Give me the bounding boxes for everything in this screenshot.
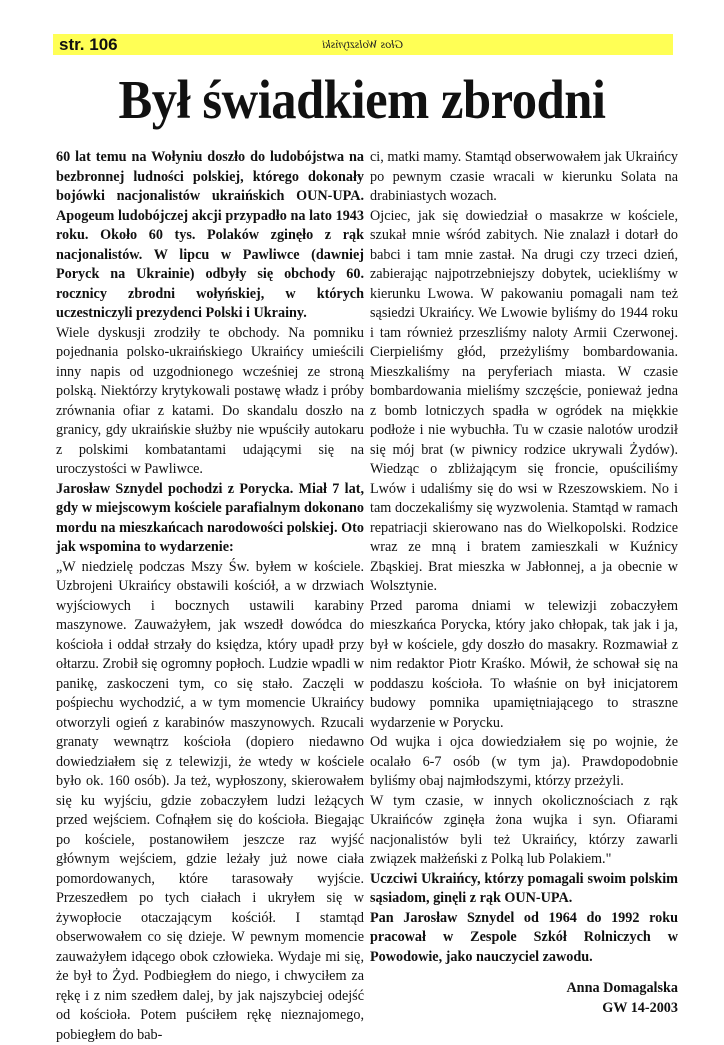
article-column-right	[370, 148, 678, 1018]
intro-paragraph: Jarosław Sznydel pochodzi z Porycka. Miał 7 lat, gdy w miejscowym kościele parafialnym dokonano mordu na mieszkańcach narodowości polskiej. Oto jak wspomina to wydarzenie:	[56, 480, 364, 558]
closing-paragraph: Uczciwi Ukraińcy, którzy pomagali swoim polskim sąsiadom, ginęli z rąk OUN-UPA.	[370, 870, 678, 909]
body-paragraph: Wiele dyskusji zrodziły te obchody. Na pomniku pojednania polsko-ukraińskiego Ukraińcy umieścili inny napis od uzgodnionego wcześniej ze stroną polską. Niektórzy krytykowali postawę władz i próby zrównania ofiar z katami. Do skandalu doszło na granicy, gdy ukraińskie służby nie wpuściły autokaru z polskimi kombatantami udającymi się na uroczystości w Pawliwce.	[56, 324, 364, 480]
source-reference: GW 14-2003	[370, 999, 678, 1019]
body-paragraph: Od wujka i ojca dowiedziałem się po wojnie, że ocalało 6-7 osób (w tym ja). Prawdopodobnie byliśmy obaj najmłodszymi, którzy przeżyli.	[370, 733, 678, 792]
masthead-text: Głos Wolsztyński	[322, 34, 403, 55]
page-number: str. 106	[59, 34, 118, 55]
body-paragraph: ci, matki mamy. Stamtąd obserwowałem jak Ukraińcy po pewnym czasie wracali w kierunku Solata na drabiniastych wozach.	[370, 148, 678, 207]
body-paragraph: Ojciec, jak się dowiedział o masakrze w kościele, szukał mnie wśród zabitych. Nie znalazł i dotarł do babci i tam mnie zastał. Na drugi czy trzeci dzień, zabierając najpotrzebniejszy dobytek, uciekliśmy w kierunku Lwowa. W pakowaniu pomagali nam też sąsiedzi Ukraińcy. We Lwowie byliśmy do 1944 roku i tam również przeszliśmy naloty Armii Czerwonej. Cierpieliśmy głód, przeżyliśmy bombardowania. Mieszkaliśmy na peryferiach miasta. W czasie bombardowania mieliśmy szczęście, ponieważ jedna z bomb lotniczych spadła w ogródek na miękkie podłoże i nie wybuchła. Tu w czasie nalotów urodził się mój brat (w piwnicy rodzice ukrywali Żydów). Wiedząc o zbliżającym się froncie, opuściliśmy Lwów i udaliśmy się do wsi w Rzeszowskiem. No i tam doczekaliśmy się wyzwolenia. Stamtąd w ramach repatriacji skierowano nas do Wielkopolski. Rodzice wraz ze mną i bratem zamieszkali w Kuźnicy Zbąskiej. Brat mieszka w Jabłonnej, a ja obecnie w Wolsztynie.	[370, 207, 678, 597]
body-paragraph: Przed paroma dniami w telewizji zobaczyłem mieszkańca Porycka, który jako chłopak, tak jak i ja, był w kościele, gdy doszło do masakry. Rozmawiał z nim redaktor Piotr Kraśko. Mówił, że schował się na poddaszu kościoła. To właśnie on był inicjatorem budowy pomnika upamiętniającego to straszne wydarzenie w Porycku.	[370, 597, 678, 734]
body-paragraph: W tym czasie, w innych okolicznościach z rąk Ukraińców zginęła żona wujka i syn. Ofiarami nacjonalistów byli też Ukraińcy, którzy zawarli związek małżeński z Polką lub Polakiem."	[370, 792, 678, 870]
masthead	[53, 34, 673, 55]
article-column-left	[56, 148, 364, 1045]
page-header-bar	[53, 34, 673, 55]
author-name: Anna Domagalska	[370, 979, 678, 999]
lead-paragraph: 60 lat temu na Wołyniu doszło do ludobójstwa na bezbronnej ludności polskiej, którego dokonały bojówki nacjonalistów ukraińskich OUN-UPA. Apogeum ludobójczej akcji przypadło na lato 1943 roku. Około 60 tys. Polaków zginęło z rąk nacjonalistów. W lipcu w Pawliwce (dawniej Poryck na Ukrainie) odbyły się obchody 60. rocznicy zbrodni wołyńskiej, w których uczestniczyli prezydenci Polski i Ukrainy.	[56, 148, 364, 324]
article-title: Był świadkiem zbrodni	[29, 68, 695, 132]
quote-paragraph: „W niedzielę podczas Mszy Św. byłem w kościele. Uzbrojeni Ukraińcy obstawili kościół, a w drzwiach wyjściowych i bocznych ustawili karabiny maszynowe. Zauważyłem, jak wszedł dowódca do kościoła i oddał strzały do księdza, który upadł przy ołtarzu. Zrobił się ogromny popłoch. Ludzie wpadli w panikę, zaskoczeni tym, co się stało. Zaczęli w pośpiechu wychodzić, a w tym momencie Ukraińcy otworzyli ogień z karabinów maszynowych. Rzucali granaty wewnątrz kościoła (dopiero niedawno dowiedziałem się z telewizji, że wtedy w kościele było ok. 160 osób). Ja też, wypłoszony, skierowałem się ku wyjściu, gdzie zobaczyłem ludzi leżących przed wejściem. Cofnąłem się do kościoła. Biegając po kościele, postanowiłem jeszcze raz wyjść głównym wejściem, gdzie leżały już nowe ciała pomordowanych, które tarasowały wyjście. Przeszedłem po tych ciałach i ukryłem się w żywopłocie otaczającym kościół. I stamtąd obserwowałem co się dzieje. W pewnym momencie zauważyłem idącego obok człowieka. Wydaje mi się, że był to Żyd. Podbiegłem do niego, i chwyciłem za rękę i z nim szedłem dalej, by jak najszybciej odejść od kościoła. Potem puściłem rękę nieznajomego, pobiegłem do bab-	[56, 558, 364, 1045]
closing-paragraph: Pan Jarosław Sznydel od 1964 do 1992 roku pracował w Zespole Szkół Rolniczych w Powodowie, jako nauczyciel zawodu.	[370, 909, 678, 968]
